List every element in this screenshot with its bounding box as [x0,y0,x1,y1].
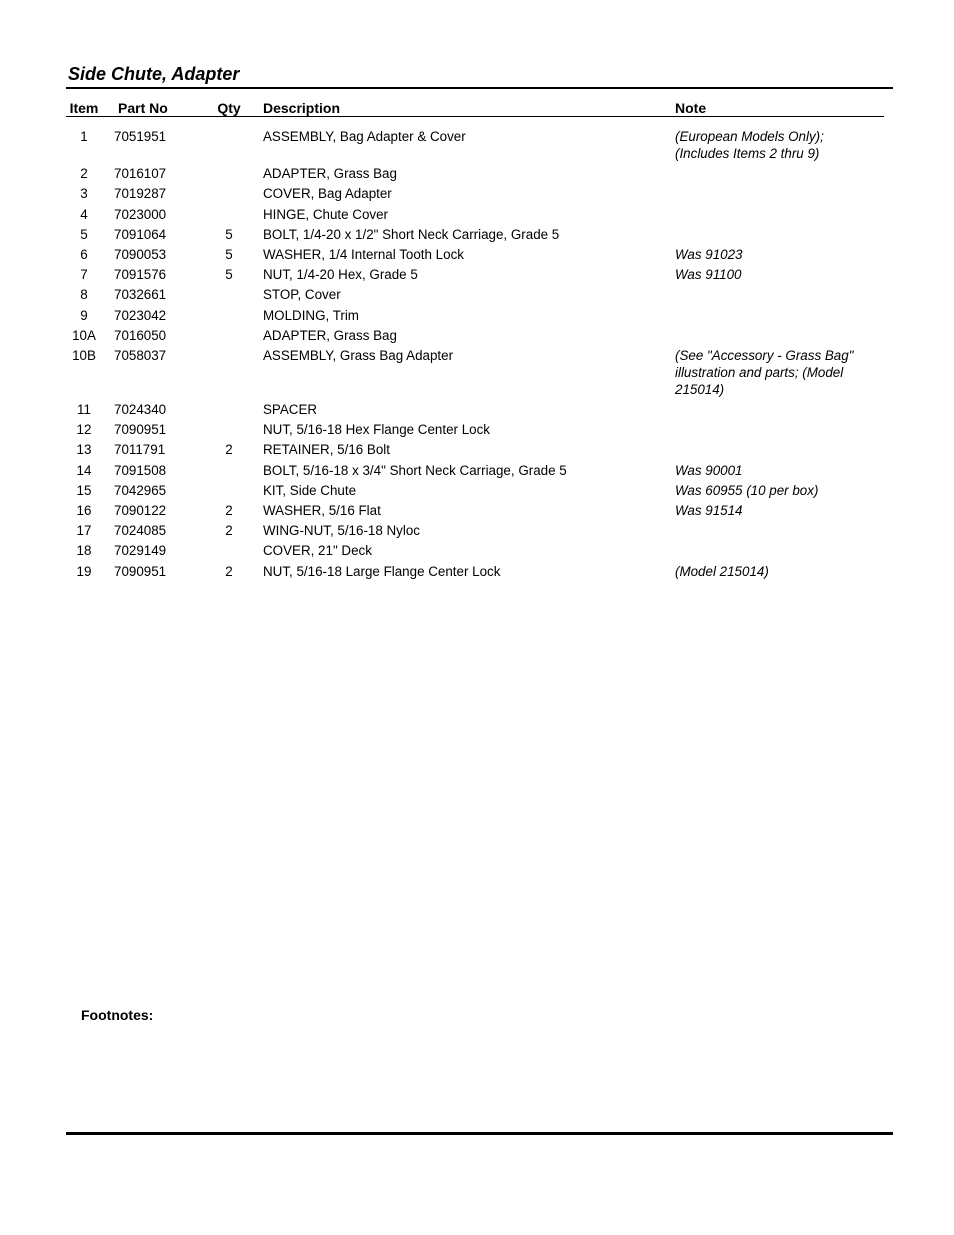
part-number-cell: 7042965 [114,482,167,498]
qty-cell: 2 [225,503,233,518]
table-row [0,542,954,562]
part-number-cell: 7023042 [114,307,167,323]
item-cell: 7 [80,267,88,283]
table-row [0,128,954,165]
description-cell: WASHER, 5/16 Flat [263,503,381,518]
item-cell: 18 [76,543,92,559]
item-cell: 6 [80,246,88,262]
item-cell: 3 [80,186,88,202]
part-number-cell: 7011791 [114,442,166,458]
part-number-cell: 7091576 [114,267,167,283]
description-cell: COVER, 21" Deck [263,543,372,559]
table-row [0,462,954,482]
part-number-cell: 7024340 [114,402,167,418]
table-row [0,502,954,522]
note-cell: Was 91100 [675,267,742,283]
part-number-cell: 7016107 [114,166,167,182]
part-number-cell: 7019287 [114,186,167,202]
item-cell: 15 [76,482,92,498]
item-cell: 19 [76,563,92,579]
qty-cell: 5 [225,226,233,242]
part-number-cell: 7051951 [114,129,167,144]
table-row [0,165,954,185]
note-cell: (See "Accessory - Grass Bag" illustration and parts; (Model 215014) [675,347,854,397]
description-cell: WING-NUT, 5/16-18 Nyloc [263,523,420,539]
table-row [0,246,954,266]
item-cell: 13 [76,442,92,458]
table-row [0,327,954,347]
table-row [0,441,954,461]
item-cell: 2 [80,166,88,182]
part-number-cell: 7023000 [114,206,167,222]
item-cell: 8 [80,287,88,303]
bottom-rule [66,1132,893,1135]
column-header-qty: Qty [217,100,241,116]
item-cell: 17 [76,523,92,539]
item-cell: 9 [80,307,88,323]
item-cell: 10B [72,347,96,363]
part-number-cell: 7090122 [114,503,167,518]
table-row [0,563,954,583]
note-cell: Was 91514 [675,503,743,518]
item-cell: 11 [77,402,91,418]
note-cell: (Model 215014) [675,563,769,579]
header-rule [66,116,884,117]
description-cell: HINGE, Chute Cover [263,206,389,222]
qty-cell: 2 [225,523,233,539]
item-cell: 16 [76,503,92,518]
parts-table [0,128,954,583]
part-number-cell: 7024085 [114,523,167,539]
qty-cell: 2 [225,563,233,579]
column-header-description: Description [263,100,341,116]
part-number-cell: 7016050 [114,327,167,343]
table-row [0,266,954,286]
footnotes-label: Footnotes: [81,1007,154,1023]
part-number-cell: 7090951 [114,422,167,438]
part-number-cell: 7032661 [114,287,167,303]
description-cell: BOLT, 1/4-20 x 1/2" Short Neck Carriage, Grade 5 [263,226,560,242]
description-cell: STOP, Cover [263,287,341,303]
description-cell: MOLDING, Trim [263,307,359,323]
description-cell: NUT, 1/4-20 Hex, Grade 5 [263,267,418,283]
note-cell: (European Models Only); (Includes Items 2 thru 9) [675,129,824,161]
description-cell: NUT, 5/16-18 Hex Flange Center Lock [263,422,491,438]
description-cell: ADAPTER, Grass Bag [263,327,397,343]
qty-cell: 2 [225,442,233,458]
table-row [0,206,954,226]
item-cell: 12 [76,422,92,438]
qty-cell: 5 [225,267,233,283]
table-row [0,482,954,502]
page-title: Side Chute, Adapter [68,64,240,84]
table-row [0,522,954,542]
title-rule [66,87,893,89]
column-header-part-no: Part No [118,100,168,116]
item-cell: 5 [80,226,88,242]
table-header [0,99,954,117]
description-cell: WASHER, 1/4 Internal Tooth Lock [263,246,464,262]
qty-cell: 5 [225,246,233,262]
part-number-cell: 7029149 [114,543,167,559]
description-cell: ASSEMBLY, Bag Adapter & Cover [263,129,466,144]
column-header-item: Item [69,100,99,116]
description-cell: KIT, Side Chute [263,482,357,498]
item-cell: 4 [80,206,88,222]
table-row [0,307,954,327]
item-cell: 10A [72,327,96,343]
note-cell: Was 60955 (10 per box) [675,482,819,498]
column-header-note: Note [675,100,707,116]
part-number-cell: 7058037 [114,347,167,363]
description-cell: ASSEMBLY, Grass Bag Adapter [263,347,454,363]
table-row [0,226,954,246]
description-cell: BOLT, 5/16-18 x 3/4" Short Neck Carriage, Grade 5 [263,462,567,478]
item-cell: 1 [80,129,88,144]
part-number-cell: 7091508 [114,462,167,478]
description-cell: SPACER [263,402,318,418]
description-cell: RETAINER, 5/16 Bolt [263,442,391,458]
description-cell: ADAPTER, Grass Bag [263,166,397,182]
part-number-cell: 7090053 [114,246,167,262]
table-row [0,401,954,421]
table-row [0,185,954,205]
table-row [0,421,954,441]
part-number-cell: 7091064 [114,226,167,242]
description-cell: COVER, Bag Adapter [263,186,392,202]
note-cell: Was 91023 [675,246,743,262]
item-cell: 14 [76,462,92,478]
table-row [0,286,954,306]
description-cell: NUT, 5/16-18 Large Flange Center Lock [263,563,501,579]
note-cell: Was 90001 [675,462,743,478]
part-number-cell: 7090951 [114,563,167,579]
table-row [0,347,954,401]
